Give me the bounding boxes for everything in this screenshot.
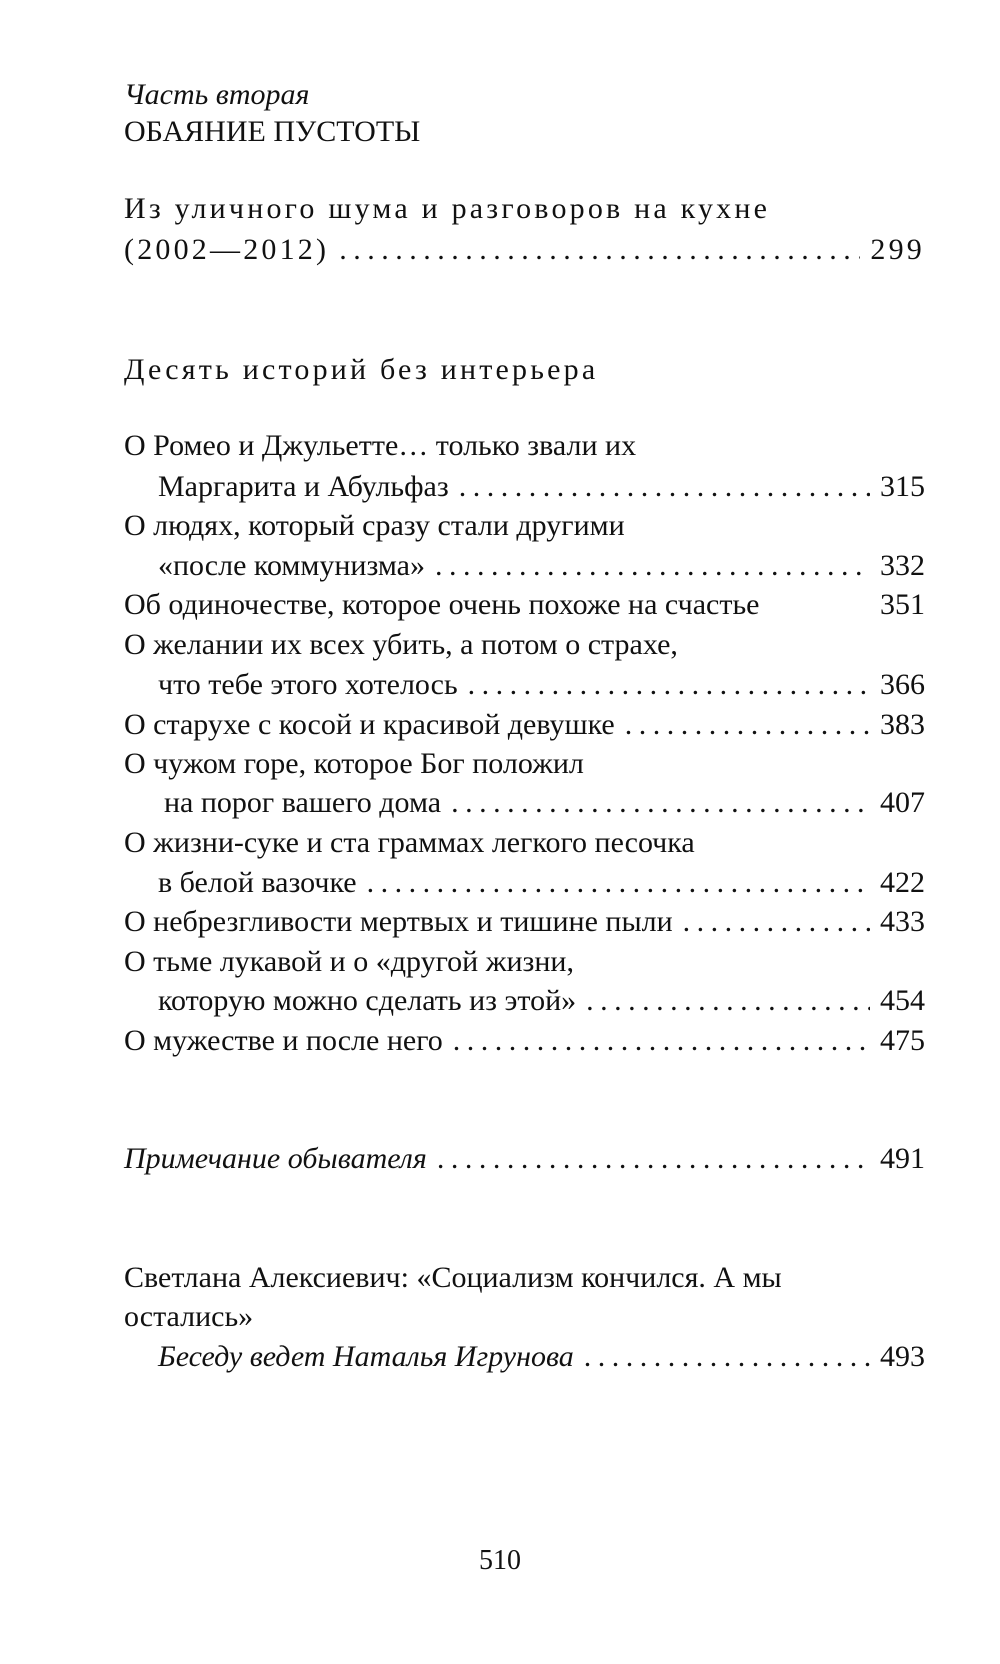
- dot-leader: [435, 546, 870, 586]
- entry-title: О жизни-суке и ста граммах легкого песочка: [124, 826, 695, 859]
- interview-entry: [124, 1258, 925, 1298]
- section1-title: Из уличного шума и разговоров на кухне: [124, 192, 771, 225]
- entry-title-cont: которую можно сделать из этой»: [158, 984, 577, 1017]
- toc-entry: [124, 981, 925, 1021]
- interview-entry: [124, 1297, 925, 1337]
- interview-title-cont: остались»: [124, 1300, 254, 1333]
- folio-page-number: 510: [479, 1545, 521, 1576]
- page-number: 383: [880, 708, 925, 741]
- part-label: [124, 75, 925, 115]
- toc-entry: [124, 942, 925, 982]
- dot-leader: [586, 981, 870, 1021]
- part-title-text: ОБАЯНИЕ ПУСТОТЫ: [124, 115, 421, 148]
- dot-leader: [367, 863, 870, 903]
- page-number: 491: [880, 1142, 925, 1175]
- toc-entry: [124, 1021, 925, 1061]
- page-number: 407: [880, 786, 925, 819]
- toc-entry: [124, 823, 925, 863]
- entry-title-cont: что тебе этого хотелось: [158, 668, 458, 701]
- entry-title: О старухе с косой и красивой девушке: [124, 708, 615, 741]
- entry-title: О чужом горе, которое Бог положил: [124, 747, 584, 780]
- interview-title: Светлана Алексиевич: «Социализм кончился. А мы: [124, 1261, 782, 1294]
- section2-title: [124, 350, 925, 390]
- section1-line1: [124, 189, 925, 229]
- toc-entry: [124, 467, 925, 507]
- part-label-text: Часть вторая: [124, 78, 310, 111]
- page-number: 454: [880, 984, 925, 1017]
- page-number: 315: [880, 470, 925, 503]
- note-entry: [124, 1139, 925, 1179]
- page-number: 433: [880, 905, 925, 938]
- toc-entry: [124, 783, 925, 823]
- section1-line2: [124, 230, 925, 270]
- dot-leader: [683, 902, 870, 942]
- toc-entry: [124, 506, 925, 546]
- dot-leader: [584, 1337, 870, 1377]
- toc-entry: [124, 625, 925, 665]
- dot-leader: [437, 1139, 870, 1179]
- toc-entry: [124, 902, 925, 942]
- part-title: [124, 112, 925, 152]
- entry-title-cont: «после коммунизма»: [158, 549, 425, 582]
- page-number: 351: [880, 588, 925, 621]
- page-number: 475: [880, 1024, 925, 1057]
- page-number: 299: [870, 233, 925, 266]
- entry-title: О мужестве и после него: [124, 1024, 443, 1057]
- dot-leader: [339, 230, 860, 270]
- toc-entry: [124, 585, 925, 625]
- page-number: 493: [880, 1340, 925, 1373]
- section1-years: (2002—2012): [124, 233, 330, 266]
- dot-leader: [459, 467, 870, 507]
- dot-leader: [451, 783, 870, 823]
- dot-leader: [468, 665, 870, 705]
- entry-title: О тьме лукавой и о «другой жизни,: [124, 945, 574, 978]
- interview-byline: Беседу ведет Наталья Игрунова: [158, 1340, 574, 1373]
- interview-entry: [124, 1337, 925, 1377]
- entry-title: О желании их всех убить, а потом о страхе,: [124, 628, 678, 661]
- entry-title-cont: Маргарита и Абульфаз: [158, 470, 449, 503]
- dot-leader: [453, 1021, 870, 1061]
- dot-leader: [625, 705, 870, 745]
- page-number: 422: [880, 866, 925, 899]
- entry-title: О людях, который сразу стали другими: [124, 509, 625, 542]
- toc-entry: [124, 546, 925, 586]
- entry-title: О небрезгливости мертвых и тишине пыли: [124, 905, 673, 938]
- page-number: 366: [880, 668, 925, 701]
- entry-title-cont: в белой вазочке: [158, 866, 357, 899]
- entry-title-cont: на порог вашего дома: [164, 786, 442, 819]
- section2-title-text: Десять историй без интерьера: [124, 353, 599, 386]
- toc-entry: [124, 665, 925, 705]
- entry-title: О Ромео и Джульетте… только звали их: [124, 429, 637, 462]
- toc-entry: [124, 705, 925, 745]
- page-number: 332: [880, 549, 925, 582]
- toc-entry: [124, 863, 925, 903]
- note-title: Примечание обывателя: [124, 1142, 427, 1175]
- toc-entry: [124, 426, 925, 466]
- toc-entry: [124, 744, 925, 784]
- entry-title: Об одиночестве, которое очень похоже на счастье: [124, 588, 760, 621]
